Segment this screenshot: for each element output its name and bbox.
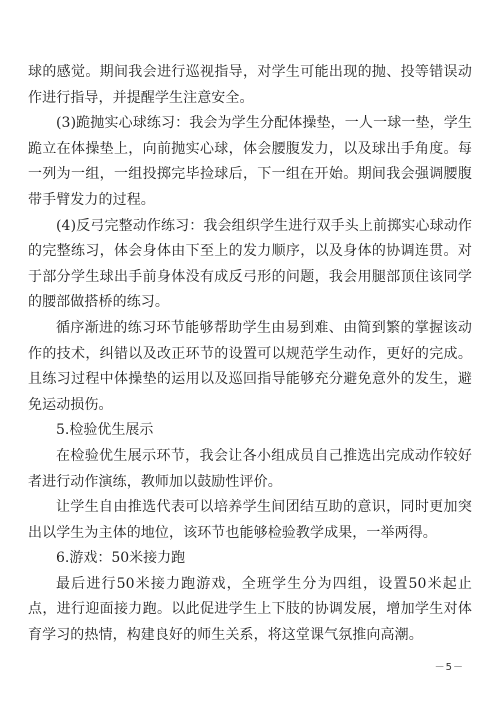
paragraph-showcase: 在检验优生展示环节，我会让各小组成员自己推选出完成动作较好者进行动作演练，教师加以鼓励性评价。 (28, 447, 472, 490)
page-number: －5－ (434, 662, 464, 673)
document-body (28, 60, 472, 649)
section-heading-5: 5.检验优生展示 (56, 422, 154, 439)
paragraph-representatives: 让学生自由推选代表可以培养学生间团结互助的意识，同时更加突出以学生为主体的地位，该环节也能够检验教学成果，一举两得。 (28, 499, 472, 541)
section-heading-6: 6.游戏：50米接力跑 (56, 550, 186, 567)
paragraph-relay-game: 最后进行50米接力跑游戏，全班学生分为四组，设置50米起止点，进行迎面接力跑。以此促进学生上下肢的协调发展，增加学生对体育学习的热情，构建良好的师生关系，将这堂课气氛推向高潮。 (28, 575, 472, 644)
paragraph-kneeling-throw: (3)跪抛实心球练习：我会为学生分配体操垫，一人一球一垫，学生跪立在体操垫上，向前抛实心球，体会腰腹发力，以及球出手角度。每一列为一组，一组投掷完毕捡球后，下一组在开始。期间我会强调腰腹带手臂发力的过程。 (28, 115, 472, 208)
paragraph-reverse-arch: (4)反弓完整动作练习：我会组织学生进行双手头上前掷实心球动作的完整练习，体会身体由下至上的发力顺序，以及身体的协调连贯。对于部分学生球出手前身体没有成反弓形的问题，我会用腿部顶住该同学的腰部做搭桥的练习。 (28, 217, 472, 311)
paragraph-progressive-practice: 循序渐进的练习环节能够帮助学生由易到难、由简到繁的掌握该动作的技术，纠错以及改正环节的设置可以规范学生动作，更好的完成。且练习过程中体操垫的运用以及巡回指导能够充分避免意外的发生，避免运动损伤。 (28, 319, 472, 413)
paragraph-continuation: 球的感觉。期间我会进行巡视指导，对学生可能出现的抛、投等错误动作进行指导，并提醒学生注意安全。 (28, 64, 472, 106)
